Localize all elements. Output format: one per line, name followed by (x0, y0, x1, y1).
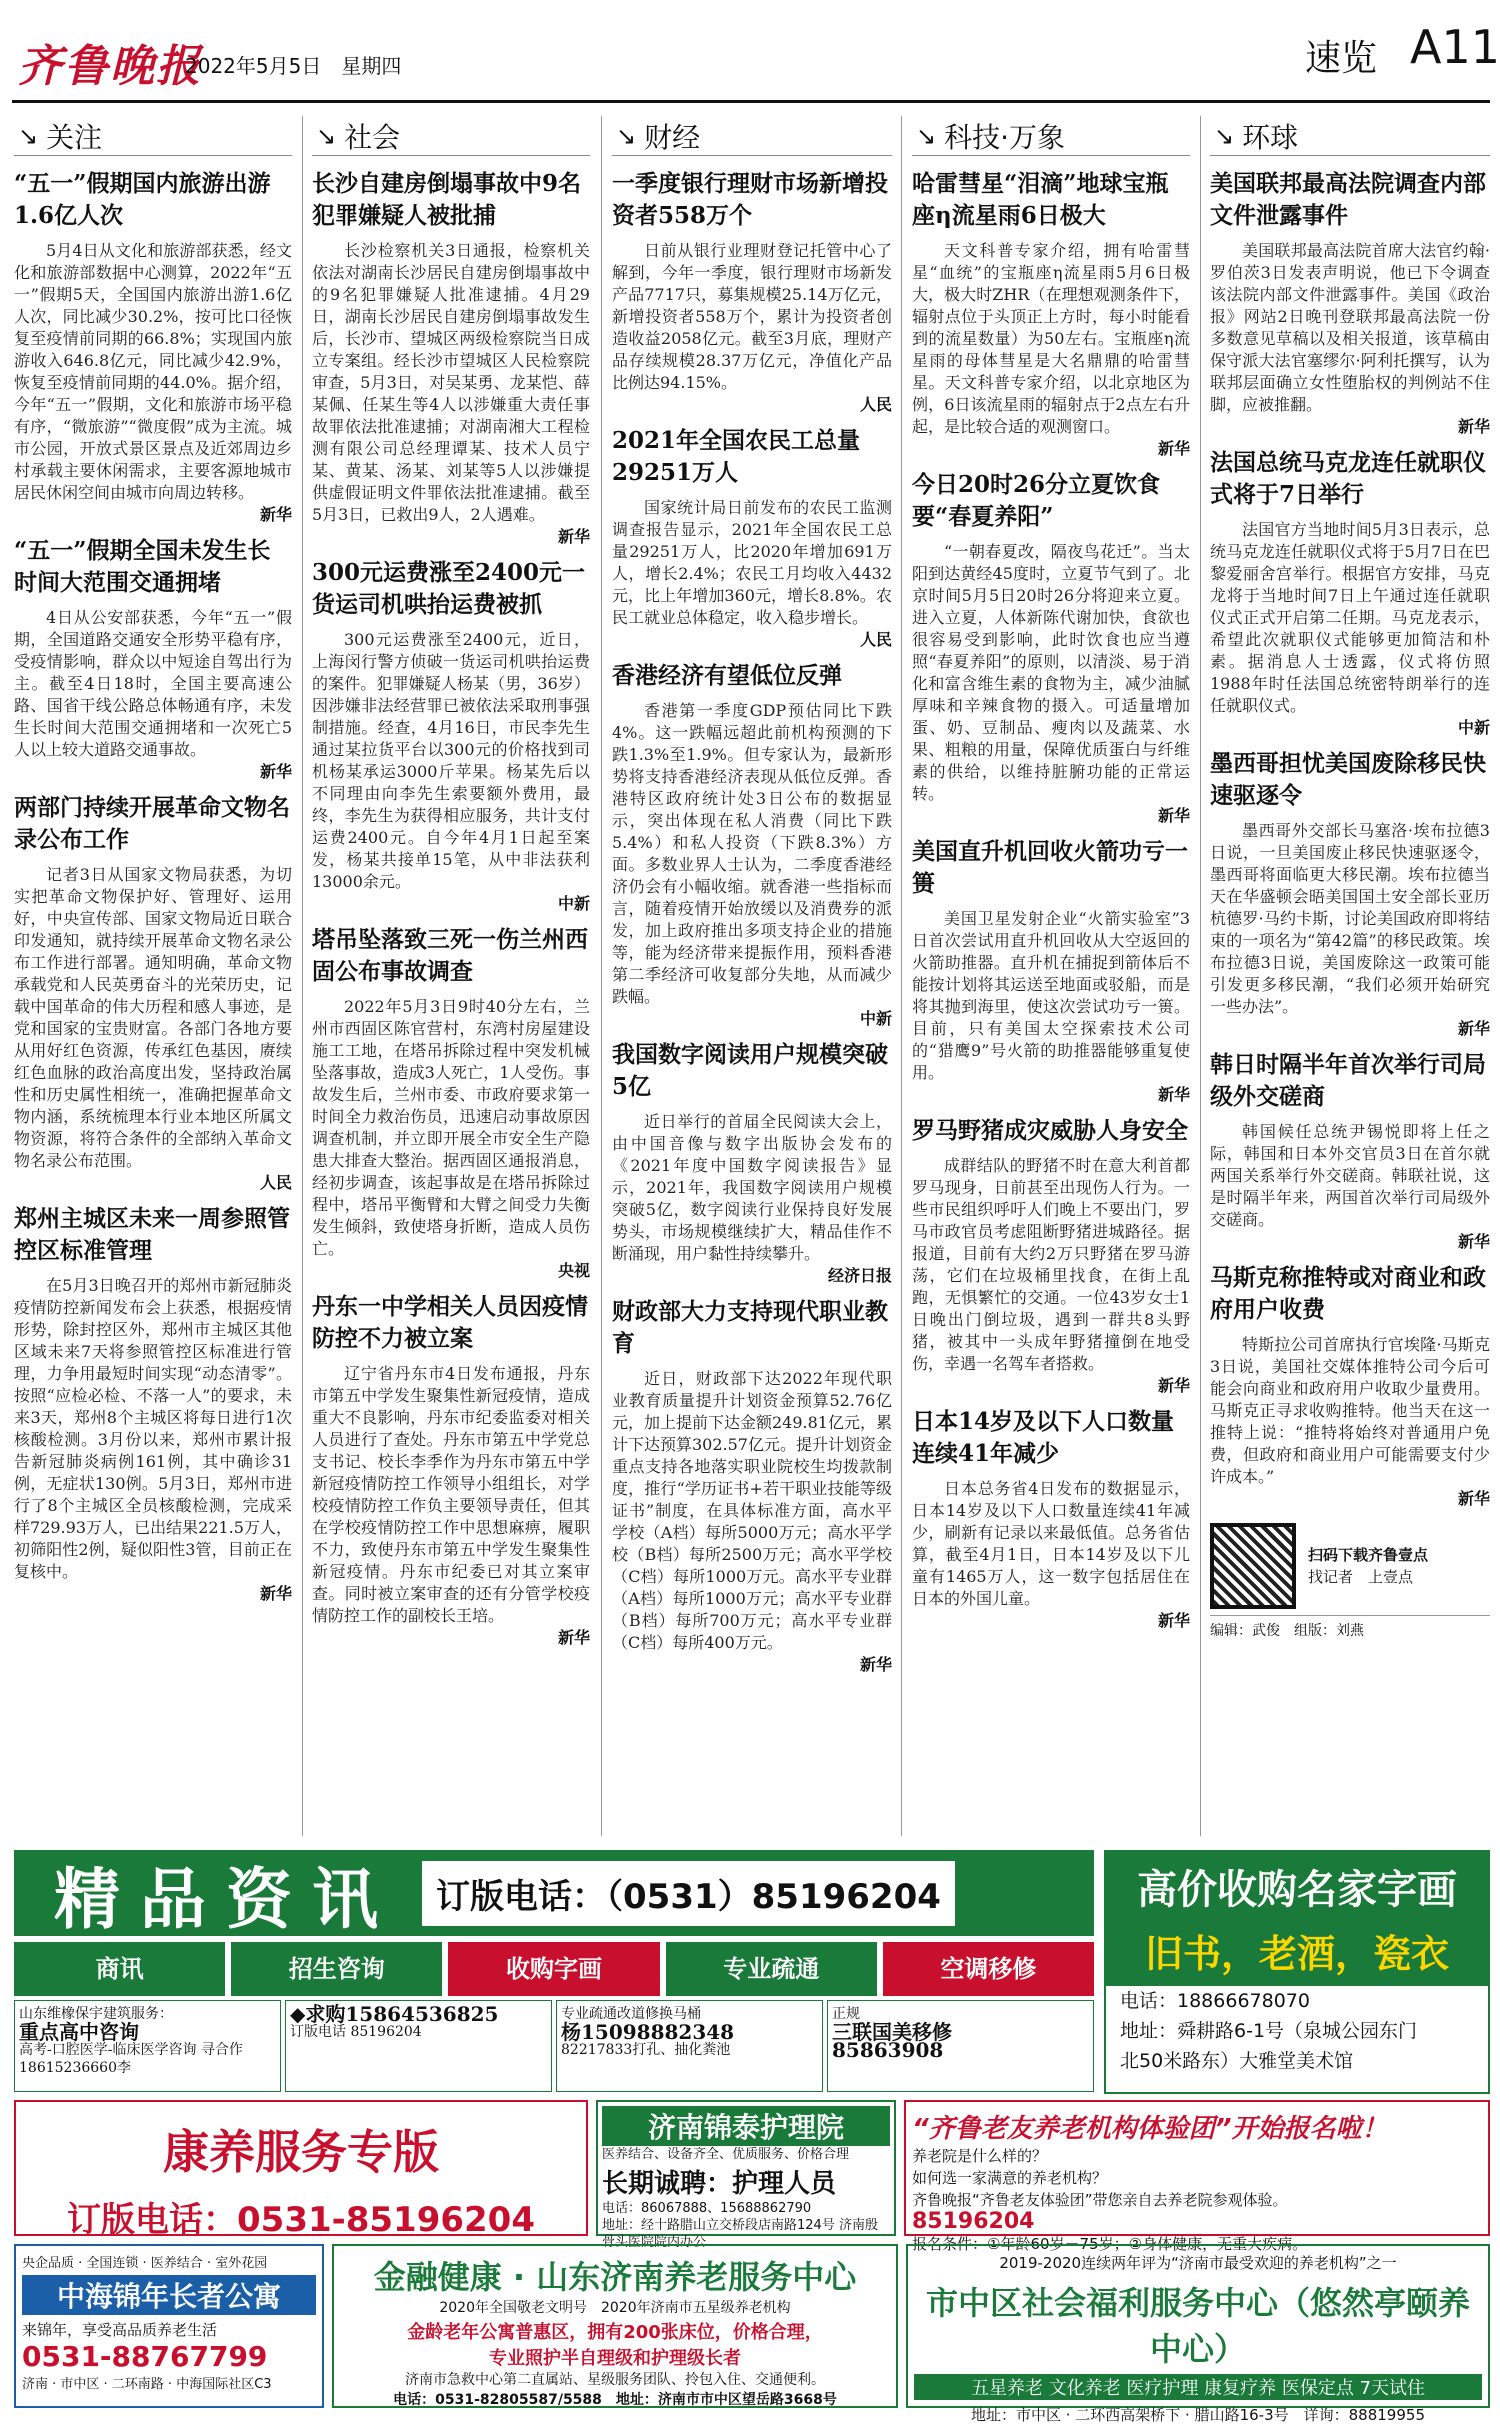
article-body: 墨西哥外交部长马塞洛·埃布拉德3日说，一旦美国废止移民快速驱逐令，墨西哥将面临更大移民潮。埃布拉德当天在华盛顿会晤美国国土安全部长亚历杭德罗·马约卡斯，讨论美国政府即将结束的一项名为“第42篇”的移民政策。埃布拉德3日说，美国废除这一政策可能引发更多移民潮，“我们必须开始研究一些办法”。 (1210, 821, 1490, 1016)
qr-text: 找记者 上壹点 (1308, 1568, 1414, 1586)
article-source: 中新 (557, 894, 590, 913)
article-body: 2022年5月3日9时40分左右，兰州市西固区陈官营村，东湾村房屋建设施工工地，在塔吊拆除过程中突发机械坠落事故，造成3人死亡，1人受伤。事故发生后，兰州市委、市政府要求第一时间全力救治伤员，迅速启动事故原因调查机制，并立即开展全市安全生产隐患大排查大整治。据西固区通报消息，经初步调查，该起事故是在塔吊拆除过程中，塔吊平衡臂和大臂之间受力失衡发生倾斜，致使塔身折断，造成人员伤亡。 (312, 997, 590, 1258)
article-body: 300元运费涨至2400元，近日，上海闵行警方侦破一货运司机哄抬运费的案件。犯罪嫌疑人杨某（男，36岁）因涉嫌非法经营罪已被依法采取刑事强制措施。经查，4月16日，市民李先生通过某拉货平台以300元的价格找到司机杨某承运3000斤苹果。杨某先后以不同理由向李先生索要额外费用，最终，李先生为获得相应服务，共计支付运费2400元。自今年4月1日起至案发，杨某共接单15笔，从中非法获利13000余元。 (312, 630, 590, 891)
article (14, 1203, 292, 1604)
ad-cell (827, 2000, 1094, 2092)
ad-title: “齐鲁老友养老机构体验团”开始报名啦！ (912, 2114, 1388, 2144)
article-source: 新华 (259, 505, 292, 524)
news-column (912, 116, 1190, 1838)
ad-phone: 85196204 (912, 2209, 1035, 2234)
ad-tag: 空调移修 (883, 1942, 1094, 1996)
ad-title: 精品资讯 (54, 1860, 398, 1938)
article (612, 1296, 892, 1675)
page-header (0, 0, 1500, 108)
ad-title: 中海锦年长者公寓 (22, 2275, 316, 2315)
ad-line: 2019-2020连续两年评为“济南市最受欢迎的养老机构”之一 (999, 2254, 1397, 2272)
ad-tag: 商讯 (14, 1942, 225, 1996)
article-source: 新华 (1457, 1232, 1490, 1251)
ad-title: 康养服务专版 (163, 2125, 439, 2179)
article (312, 557, 590, 914)
article-body: 香港第一季度GDP预估同比下跌4%。这一跌幅远超此前机构预测的下跌1.3%至1.9%。但专家认为，最新形势将支持香港经济表现从低位反弹。香港特区政府统计处3日公布的数据显示，突出体现在私人消费（同比下跌5.4%）和私人投资（下跌8.3%）方面。多数业界人士认为，二季度香港经济仍会有小幅收缩。就香港一些指标而言，随着疫情开始放缓以及消费券的派发，加上政府推出多项支持企业的措施等，能为经济带来提振作用，预料香港第二季经济可收复部分失地，从而减少跌幅。 (612, 701, 892, 1006)
ad-title: 金融健康 · 山东济南养老服务中心 (373, 2258, 857, 2296)
section-label: 社会 (344, 120, 401, 154)
ad-classified-row (14, 2000, 1094, 2092)
ad-cell-title: 杨15098882348 (561, 2020, 735, 2044)
article (14, 168, 292, 525)
section-heading (312, 116, 590, 156)
article-title[interactable]: 丹东一中学相关人员因疫情防控不力被立案 (312, 1293, 588, 1352)
ad-tag: 专业疏通 (666, 1942, 877, 1996)
ad-cell-line: 专业疏通改道修换马桶 (561, 2006, 701, 2022)
article-title[interactable]: 300元运费涨至2400元一货运司机哄抬运费被抓 (312, 559, 586, 618)
article-body: 成群结队的野猪不时在意大利首都罗马现身，日前甚至出现伤人行为。一些市民组织呼吁人们晚上不要出门，罗马市政官员考虑阻断野猪进城路径。据报道，目前有大约2万只野猪在罗马游荡，它们在垃圾桶里找食，在街上乱跑，无惧繁忙的交通。一位43岁女士1日晚出门倒垃圾，遇到一群共8头野猪，被其中一头成年野猪撞倒在地受伤，幸遇一名驾车者搭救。 (912, 1156, 1190, 1373)
article (1210, 1262, 1490, 1509)
article-title[interactable]: 法国总统马克龙连任就职仪式将于7日举行 (1210, 449, 1486, 508)
article (1210, 168, 1490, 437)
article (1210, 447, 1490, 738)
article-source: 新华 (259, 1584, 292, 1603)
article-body: 美国联邦最高法院首席大法官约翰·罗伯茨3日发表声明说，他已下令调查该法院内部文件泄露事件。美国《政治报》网站2日晚刊登联邦最高法院一份多数意见草稿以及相关报道，该草稿由保守派大法官塞缪尔·阿利托撰写，认为联邦层面确立女性堕胎权的判例站不住脚，应被推翻。 (1210, 241, 1490, 414)
article (612, 425, 892, 650)
ad-address: 北50米路东）大雅堂美术馆 (1120, 2050, 1354, 2072)
article-body: 在5月3日晚召开的郑州市新冠肺炎疫情防控新闻发布会上获悉，根据疫情形势，除封控区外，郑州市主城区其他区域未来7天将参照管控区标准进行管理，力争用最短时间实现“动态清零”。按照“应检必检、不落一人”的要求，未来3天，郑州8个主城区将每日进行1次核酸检测。3月份以来，郑州市累计报告新冠肺炎病例161例，其中确诊31例，无症状130例。5月3日，郑州市进行了8个主城区全员核酸检测，完成采样729.93万人，已出结果221.5万人，初筛阳性2例，疑似阳性3管，目前正在复核中。 (14, 1276, 292, 1581)
ad-cell-line: 82217833打孔、抽化粪池 (561, 2042, 731, 2058)
ad-line: 养老院是什么样的？ (912, 2147, 1048, 2165)
article-title[interactable]: “五一”假期全国未发生长时间大范围交通拥堵 (14, 537, 271, 596)
article-source: 人民 (859, 630, 892, 649)
article-body: 辽宁省丹东市4日发布通报，丹东市第五中学发生聚集性新冠疫情，造成重大不良影响，丹东市纪委监委对相关人员进行了查处。丹东市第五中学党总支书记、校长李季作为丹东市第五中学新冠疫情防控工作领导小组组长，对学校疫情防控工作负主要领导责任，但其在学校疫情防控工作中思想麻痹，履职不力，致使丹东市第五中学发生聚集性新冠疫情。丹东市纪委已对其立案审查。同时被立案审查的还有分管学校疫情防控工作的副校长王培。 (312, 1364, 590, 1625)
ad-line: 金龄老年公寓普惠区，拥有200张床位，价格合理， (407, 2322, 823, 2343)
ad-kangyang (14, 2100, 588, 2240)
newspaper-logo: 齐鲁晚报 (18, 41, 202, 92)
article-body: 5月4日从文化和旅游部获悉，经文化和旅游部数据中心测算，2022年“五一”假期5天，全国国内旅游出游1.6亿人次，同比减少30.2%，按可比口径恢复至疫情前同期的66.8%；实现国内旅游收入646.8亿元，同比减少42.9%，恢复至疫情前同期的44.0%。据介绍，今年“五一”假期，文化和旅游市场平稳有序，“微旅游”“微度假”成为主流。城市公园，开放式景区景点及近郊周边乡村承载主要休闲需求，主要客源地城市居民休闲空间由城市向周边转移。 (14, 241, 292, 502)
ad-cell-line: 山东维橡保宇建筑服务： (19, 2006, 173, 2022)
ad-calligraphy-purchase (1104, 1850, 1490, 2094)
article-title[interactable]: 今日20时26分立夏饮食要“春夏养阳” (912, 471, 1161, 530)
ad-line: 如何选一家满意的养老机构？ (912, 2169, 1108, 2187)
ad-address: 济南 · 市中区 · 二环南路 · 中海国际社区C3 (22, 2377, 272, 2392)
article-title[interactable]: 哈雷彗星“泪滴”地球宝瓶座η流星雨6日极大 (912, 170, 1169, 229)
article (312, 1291, 590, 1648)
ad-cell (14, 2000, 281, 2092)
article-body: 韩国候任总统尹锡悦即将上任之际，韩国和日本外交官员3日在首尔就两国关系举行外交磋商。韩联社说，这是时隔半年来，两国首次举行司局级外交磋商。 (1210, 1122, 1490, 1229)
header-rule (12, 100, 1490, 103)
article (1210, 748, 1490, 1039)
editor-credit: 编辑：武俊 组版：刘燕 (1210, 1615, 1490, 1640)
ad-line: 来锦年，享受高品质养老生活 (22, 2321, 218, 2339)
article-source: 新华 (1157, 1376, 1190, 1395)
ad-address: 地址：舜耕路6-1号（泉城公园东门 (1120, 2020, 1418, 2042)
ad-line: 齐鲁晚报“齐鲁老友体验团”带您亲自去养老院参观体验。 (912, 2191, 1288, 2209)
section-heading (1210, 116, 1490, 156)
ad-cell-line: 订版电话 85196204 (290, 2024, 422, 2040)
article-source: 新华 (557, 1628, 590, 1647)
column-divider (901, 116, 902, 1836)
article (912, 836, 1190, 1105)
article-source: 新华 (1457, 1489, 1490, 1508)
article-title[interactable]: 郑州主城区未来一周参照管控区标准管理 (14, 1205, 290, 1264)
qr-text: 扫码下载齐鲁壹点 (1308, 1546, 1429, 1564)
article-source: 新华 (1457, 1019, 1490, 1038)
ad-zhonghai (14, 2244, 324, 2408)
article-source: 新华 (1157, 806, 1190, 825)
ad-welfare-center (906, 2244, 1490, 2424)
article-title[interactable]: 我国数字阅读用户规模突破5亿 (612, 1041, 888, 1100)
article-title[interactable]: 香港经济有望低位反弹 (612, 662, 842, 689)
ad-phone: 订版电话：（0531）85196204 (422, 1861, 955, 1926)
article-body: 日前从银行业理财登记托管中心了解到，今年一季度，银行理财市场新发产品7717只，募集规模25.14万亿元，新增投资者558万个，累计为投资者创造收益2058亿元。截至3月底，理财产品存续规模28.37万亿元，净值化产品比例达94.15%。 (612, 241, 892, 392)
ad-cell-title: 85863908 (832, 2038, 944, 2062)
ad-phone: 订版电话：0531-85196204 (67, 2200, 535, 2240)
ad-title: 济南锦泰护理院 (602, 2106, 890, 2146)
ad-cell-line: 正规 (832, 2006, 860, 2022)
article-body: 长沙检察机关3日通报，检察机关依法对湖南长沙居民自建房倒塌事故中的9名犯罪嫌疑人批准逮捕。4月29日，湖南长沙居民自建房倒塌事故发生后，长沙市、望城区两级检察院当日成立专案组。经长沙市望城区人民检察院审查，5月3日，对吴某勇、龙某恺、薛某佩、任某生等4人以涉嫌重大责任事故罪依法批准逮捕；对湖南湘大工程检测有限公司总经理谭某、技术人员宁某、黄某、汤某、刘某等5人以涉嫌提供虚假证明文件罪依法批准逮捕。截至5月3日，已救出9人，2人遇难。 (312, 241, 590, 524)
article-body: “一朝春夏改，隔夜鸟花迁”。当太阳到达黄经45度时，立夏节气到了。北京时间5月5日20时26分将迎来立夏。进入立夏，人体新陈代谢加快，食欲也很容易受到影响，此时饮食也应当遵照“春夏养阳”的原则，以清淡、易于消化和富含维生素的食物为主，减少油腻厚味和辛辣食物的摄入。可适量增加蛋、奶、豆制品、瘦肉以及蔬菜、水果、粗粮的用量，保障优质蛋白与纤维素的供给，以维持脏腑功能的正常运转。 (912, 542, 1190, 803)
article (14, 535, 292, 782)
news-column (14, 116, 292, 1838)
article-title[interactable]: “五一”假期国内旅游出游1.6亿人次 (14, 170, 271, 229)
ad-line: 专业照护半自理级和护理级长者 (489, 2348, 741, 2369)
article-body: 国家统计局日前发布的农民工监测调查报告显示，2021年全国农民工总量29251万人，比2020年增加691万人，增长2.4%；农民工月均收入4432元，比上年增加360元，增长8.8%。农民工就业总体稳定，收入稳步增长。 (612, 498, 892, 627)
section-label: 关注 (46, 120, 103, 154)
news-column (612, 116, 892, 1838)
article-title[interactable]: 韩日时隔半年首次举行司局级外交磋商 (1210, 1051, 1486, 1110)
ad-cell-title: 重点高中咨询 (19, 2020, 139, 2044)
section-heading (612, 116, 892, 156)
article-source: 新华 (1457, 417, 1490, 436)
arrow-icon: ↘ (616, 121, 637, 150)
ad-cell (285, 2000, 552, 2092)
article-title[interactable]: 美国直升机回收火箭功亏一篑 (912, 838, 1188, 897)
article-body: 近日举行的首届全民阅读大会上，由中国音像与数字出版协会发布的《2021年度中国数字阅读报告》显示，2021年，我国数字阅读用户规模突破5亿，数字阅读行业保持良好发展势头，市场规模继续扩大，精品佳作不断涌现，用户黏性持续攀升。 (612, 1112, 892, 1263)
ad-phone: 电话：86067888、15688862790 (602, 2201, 812, 2216)
ad-recruit: 长期诚聘：护理人员 (602, 2169, 837, 2199)
article-source: 新华 (859, 1655, 892, 1674)
section-heading (912, 116, 1190, 156)
article (312, 924, 590, 1281)
article-title[interactable]: 马斯克称推特或对商业和政府用户收费 (1210, 1264, 1486, 1323)
section-label: 环球 (1242, 120, 1299, 154)
ad-elderly-tour (904, 2100, 1490, 2253)
article (912, 1115, 1190, 1396)
article-title[interactable]: 罗马野猪成灾威胁人身安全 (912, 1117, 1188, 1144)
ad-address: 地址：市中区 · 二环西高架桥下 · 腊山路16-3号 详询：88819955 (970, 2406, 1425, 2424)
article (14, 792, 292, 1193)
qr-code-icon[interactable] (1210, 1523, 1296, 1609)
ad-phone: 0531-88767799 (22, 2340, 268, 2373)
article-title[interactable]: 2021年全国农民工总量29251万人 (612, 427, 861, 486)
news-column (312, 116, 590, 1838)
article-source: 新华 (259, 762, 292, 781)
section-name: 速览 (1305, 38, 1378, 79)
article (912, 1406, 1190, 1631)
article-source: 中新 (859, 1009, 892, 1028)
article-body: 法国官方当地时间5月3日表示，总统马克龙连任就职仪式将于5月7日在巴黎爱丽舍宫举行。根据官方安排，马克龙将于当地时间7日上午通过连任就职仪式正式开启第二任期。马克龙表示，希望此次就职仪式能够更加简洁和朴素。据消息人士透露，仪式将仿照1988年时任法国总统密特朗举行的连任就职仪式。 (1210, 520, 1490, 715)
ad-phone: 电话：0531-82805587/5588 地址：济南市市中区望岳路3668号 (393, 2392, 837, 2408)
article-body: 日本总务省4日发布的数据显示，日本14岁及以下人口数量连续41年减少，刷新有记录以来最低值。总务省估算，截至4月1日，日本14岁及以下儿童有1465万人，这一数字包括居住在日本的外国儿童。 (912, 1479, 1190, 1608)
article-title[interactable]: 两部门持续开展革命文物名录公布工作 (14, 794, 290, 853)
ad-nursing-home (596, 2100, 896, 2250)
article-source: 央视 (557, 1261, 590, 1280)
article-body: 特斯拉公司首席执行官埃隆·马斯克3日说，美国社交媒体推特公司今后可能会向商业和政府用户收取少量费用。马斯克正寻求收购推特。他当天在这一推特上说：“推特将始终对普通用户免费，但政府和商业用户可能需要支付少许成本。” (1210, 1335, 1490, 1486)
article (912, 168, 1190, 459)
article-source: 经济日报 (827, 1266, 892, 1285)
article (612, 660, 892, 1029)
app-download (1210, 1523, 1490, 1609)
ad-tag: 收购字画 (448, 1942, 659, 1996)
ad-phone: 电话：18866678070 (1120, 1990, 1310, 2012)
article-title[interactable]: 长沙自建房倒塌事故中9名犯罪嫌疑人被批捕 (312, 170, 582, 229)
ad-title: 高价收购名家字画 (1106, 1852, 1488, 1921)
ad-line: 济南市急救中心第二直属站、星级服务团队、拎包入住、交通便利。 (405, 2372, 825, 2388)
article-title[interactable]: 塔吊坠落致三死一伤兰州西固公布事故调查 (312, 926, 588, 985)
section-heading (14, 116, 292, 156)
article-source: 人民 (259, 1173, 292, 1192)
ad-tag: 招生咨询 (231, 1942, 442, 1996)
article-source: 中新 (1457, 718, 1490, 737)
ad-line: 2020年全国敬老文明号 2020年济南市五星级养老机构 (439, 2300, 791, 2316)
ad-cell-title: ◆求购15864536825 (290, 2002, 499, 2026)
article (312, 168, 590, 547)
news-column (1210, 116, 1490, 1838)
column-divider (601, 116, 602, 1836)
article-title[interactable]: 一季度银行理财市场新增投资者558万个 (612, 170, 888, 229)
article (1210, 1049, 1490, 1252)
article-source: 新华 (1157, 1611, 1190, 1630)
article (912, 469, 1190, 826)
arrow-icon: ↘ (1214, 121, 1235, 150)
column-divider (1200, 116, 1201, 1836)
ad-cell (556, 2000, 823, 2092)
section-label: 财经 (644, 120, 701, 154)
ad-jingpin-banner (14, 1850, 1094, 1936)
arrow-icon: ↘ (316, 121, 337, 150)
article-source: 新华 (1157, 1085, 1190, 1104)
article-body: 美国卫星发射企业“火箭实验室”3日首次尝试用直升机回收从大空返回的火箭助推器。直升机在捕捉到箭体后不能按计划将其运送至地面或驳船，而是将其抛到海里，使这次尝试功亏一篑。目前，只有美国太空探索技术公司的“猎鹰9”号火箭的助推器能够重复使用。 (912, 909, 1190, 1082)
ad-shandong-elderly (332, 2244, 898, 2408)
article-body: 4日从公安部获悉，今年“五一”假期，全国道路交通安全形势平稳有序，受疫情影响，群众以中短途自驾出行为主。截至4日18时，全国主要高速公路、国省干线公路总体畅通有序，未发生长时间大范围交通拥堵和一次死亡5人以上较大道路交通事故。 (14, 608, 292, 759)
article-body: 近日，财政部下达2022年现代职业教育质量提升计划资金预算52.76亿元，加上提前下达金额249.81亿元，累计下达预算302.57亿元。提升计划资金重点支持各地落实职业院校生均拨款制度，推行“学历证书+若干职业技能等级证书”制度，在具体标准方面，高水平学校（A档）每所5000万元；高水平学校（B档）每所2500万元；高水平学校（C档）每所1000万元。高水平专业群（A档）每所1000万元；高水平专业群（B档）每所700万元；高水平专业群（C档）每所400万元。 (612, 1369, 892, 1652)
issue-date: 2022年5月5日 星期四 (185, 54, 402, 78)
ad-features: 五星养老 文化养老 医疗护理 康复疗养 医保定点 7天试住 (914, 2374, 1482, 2400)
column-divider (302, 116, 303, 1836)
article-source: 新华 (557, 527, 590, 546)
article-body: 天文科普专家介绍，拥有哈雷彗星“血统”的宝瓶座η流星雨5月6日极大，极大时ZHR（在理想观测条件下，辐射点位于头顶正上方时，每小时能看到的流星数量）为50左右。宝瓶座η流星雨的母体彗星是大名鼎鼎的哈雷彗星。天文科普专家介绍，以北京地区为例，6日该流星雨的辐射点于2点左右升起，是比较合适的观测窗口。 (912, 241, 1190, 436)
section-label: 科技·万象 (944, 120, 1066, 154)
ad-line: 央企品质 · 全国连锁 · 医养结合 · 室外花园 (22, 2256, 268, 2271)
ad-line: 医养结合、设备齐全、优质服务、价格合理 (602, 2147, 850, 2162)
article-source: 新华 (1157, 439, 1190, 458)
ad-title: 市中区社会福利服务中心（悠然亭颐养中心） (925, 2284, 1470, 2368)
article-body: 记者3日从国家文物局获悉，为切实把革命文物保护好、管理好、运用好，中央宣传部、国家文物局近日联合印发通知，就持续开展革命文物名录公布工作进行部署。通知明确，革命文物承载党和人民英勇奋斗的光荣历史，记载中国革命的伟大历程和感人事迹，是党和国家的宝贵财富。各部门各地方要从用好红色资源，传承红色基因，赓续红色血脉的政治高度出发，坚持政治属性和历史属性相统一，准确把握革命文物内涵，系统梳理本行业本地区所属文物资源，将符合条件的全部纳入革命文物名录公布范围。 (14, 865, 292, 1170)
ad-address: 地址：经十路腊山立交桥段店南路124号 济南殷骨头医院院内办公 (602, 2218, 878, 2250)
article-title[interactable]: 日本14岁及以下人口数量连续41年减少 (912, 1408, 1175, 1467)
ad-cell-title: 三联国美移修 (832, 2020, 952, 2044)
ad-category-strip (14, 1942, 1094, 1996)
ad-cell-line: 高考-口腔医学-临床医学咨询 寻合作18615236660李 (19, 2042, 243, 2076)
ad-line: 报名条件：①年龄60岁－75岁；②身体健康，无重大疾病。 (912, 2235, 1308, 2253)
article-title[interactable]: 墨西哥担忧美国废除移民快速驱逐令 (1210, 750, 1486, 809)
arrow-icon: ↘ (18, 121, 39, 150)
article-source: 人民 (859, 395, 892, 414)
arrow-icon: ↘ (916, 121, 937, 150)
page-number: A11 (1410, 20, 1500, 74)
ad-subtitle: 旧书，老酒，瓷衣 (1106, 1921, 1488, 1986)
article (612, 168, 892, 415)
article-title[interactable]: 财政部大力支持现代职业教育 (612, 1298, 888, 1357)
article-title[interactable]: 美国联邦最高法院调查内部文件泄露事件 (1210, 170, 1486, 229)
article (612, 1039, 892, 1286)
